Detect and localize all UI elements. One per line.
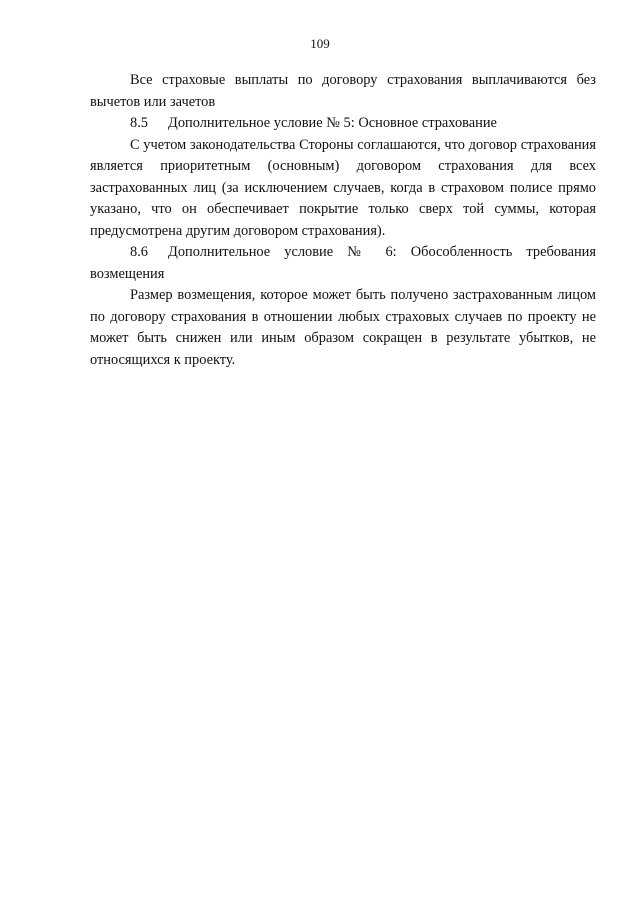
page-number: 109 — [310, 36, 330, 51]
paragraph-compensation: Размер возмещения, которое может быть получено застрахованным лицом по договору страхования в отношении любых страховых случаев по проекту не может быть снижен или иным образом сокращен в результате убытков, не относящихся к проекту. — [90, 287, 596, 368]
section-8-5-title: Дополнительное условие № 5: Основное страхование — [168, 115, 497, 131]
section-8-6-title: Дополнительное условие № 6: Обособленность требования возмещения — [90, 244, 596, 282]
section-8-5-number: 8.5 — [130, 115, 148, 131]
section-8-5-heading — [90, 113, 596, 135]
paragraph-primary-insurance: С учетом законодательства Стороны соглашаются, что договор страхования является приоритетным (основным) договором страхования для всех застрахованных лиц (за исключением случаев, когда в страховом полисе прямо указано, что он обеспечивает покрытие только сверх той суммы, которая предусмотрена другим договором страхования). — [90, 136, 596, 239]
section-8-6-number: 8.6 — [130, 244, 148, 260]
paragraph-payments: Все страховые выплаты по договору страхования выплачиваются без вычетов или зачетов — [90, 72, 596, 110]
section-8-6-heading — [90, 242, 596, 285]
document-body — [90, 70, 596, 371]
